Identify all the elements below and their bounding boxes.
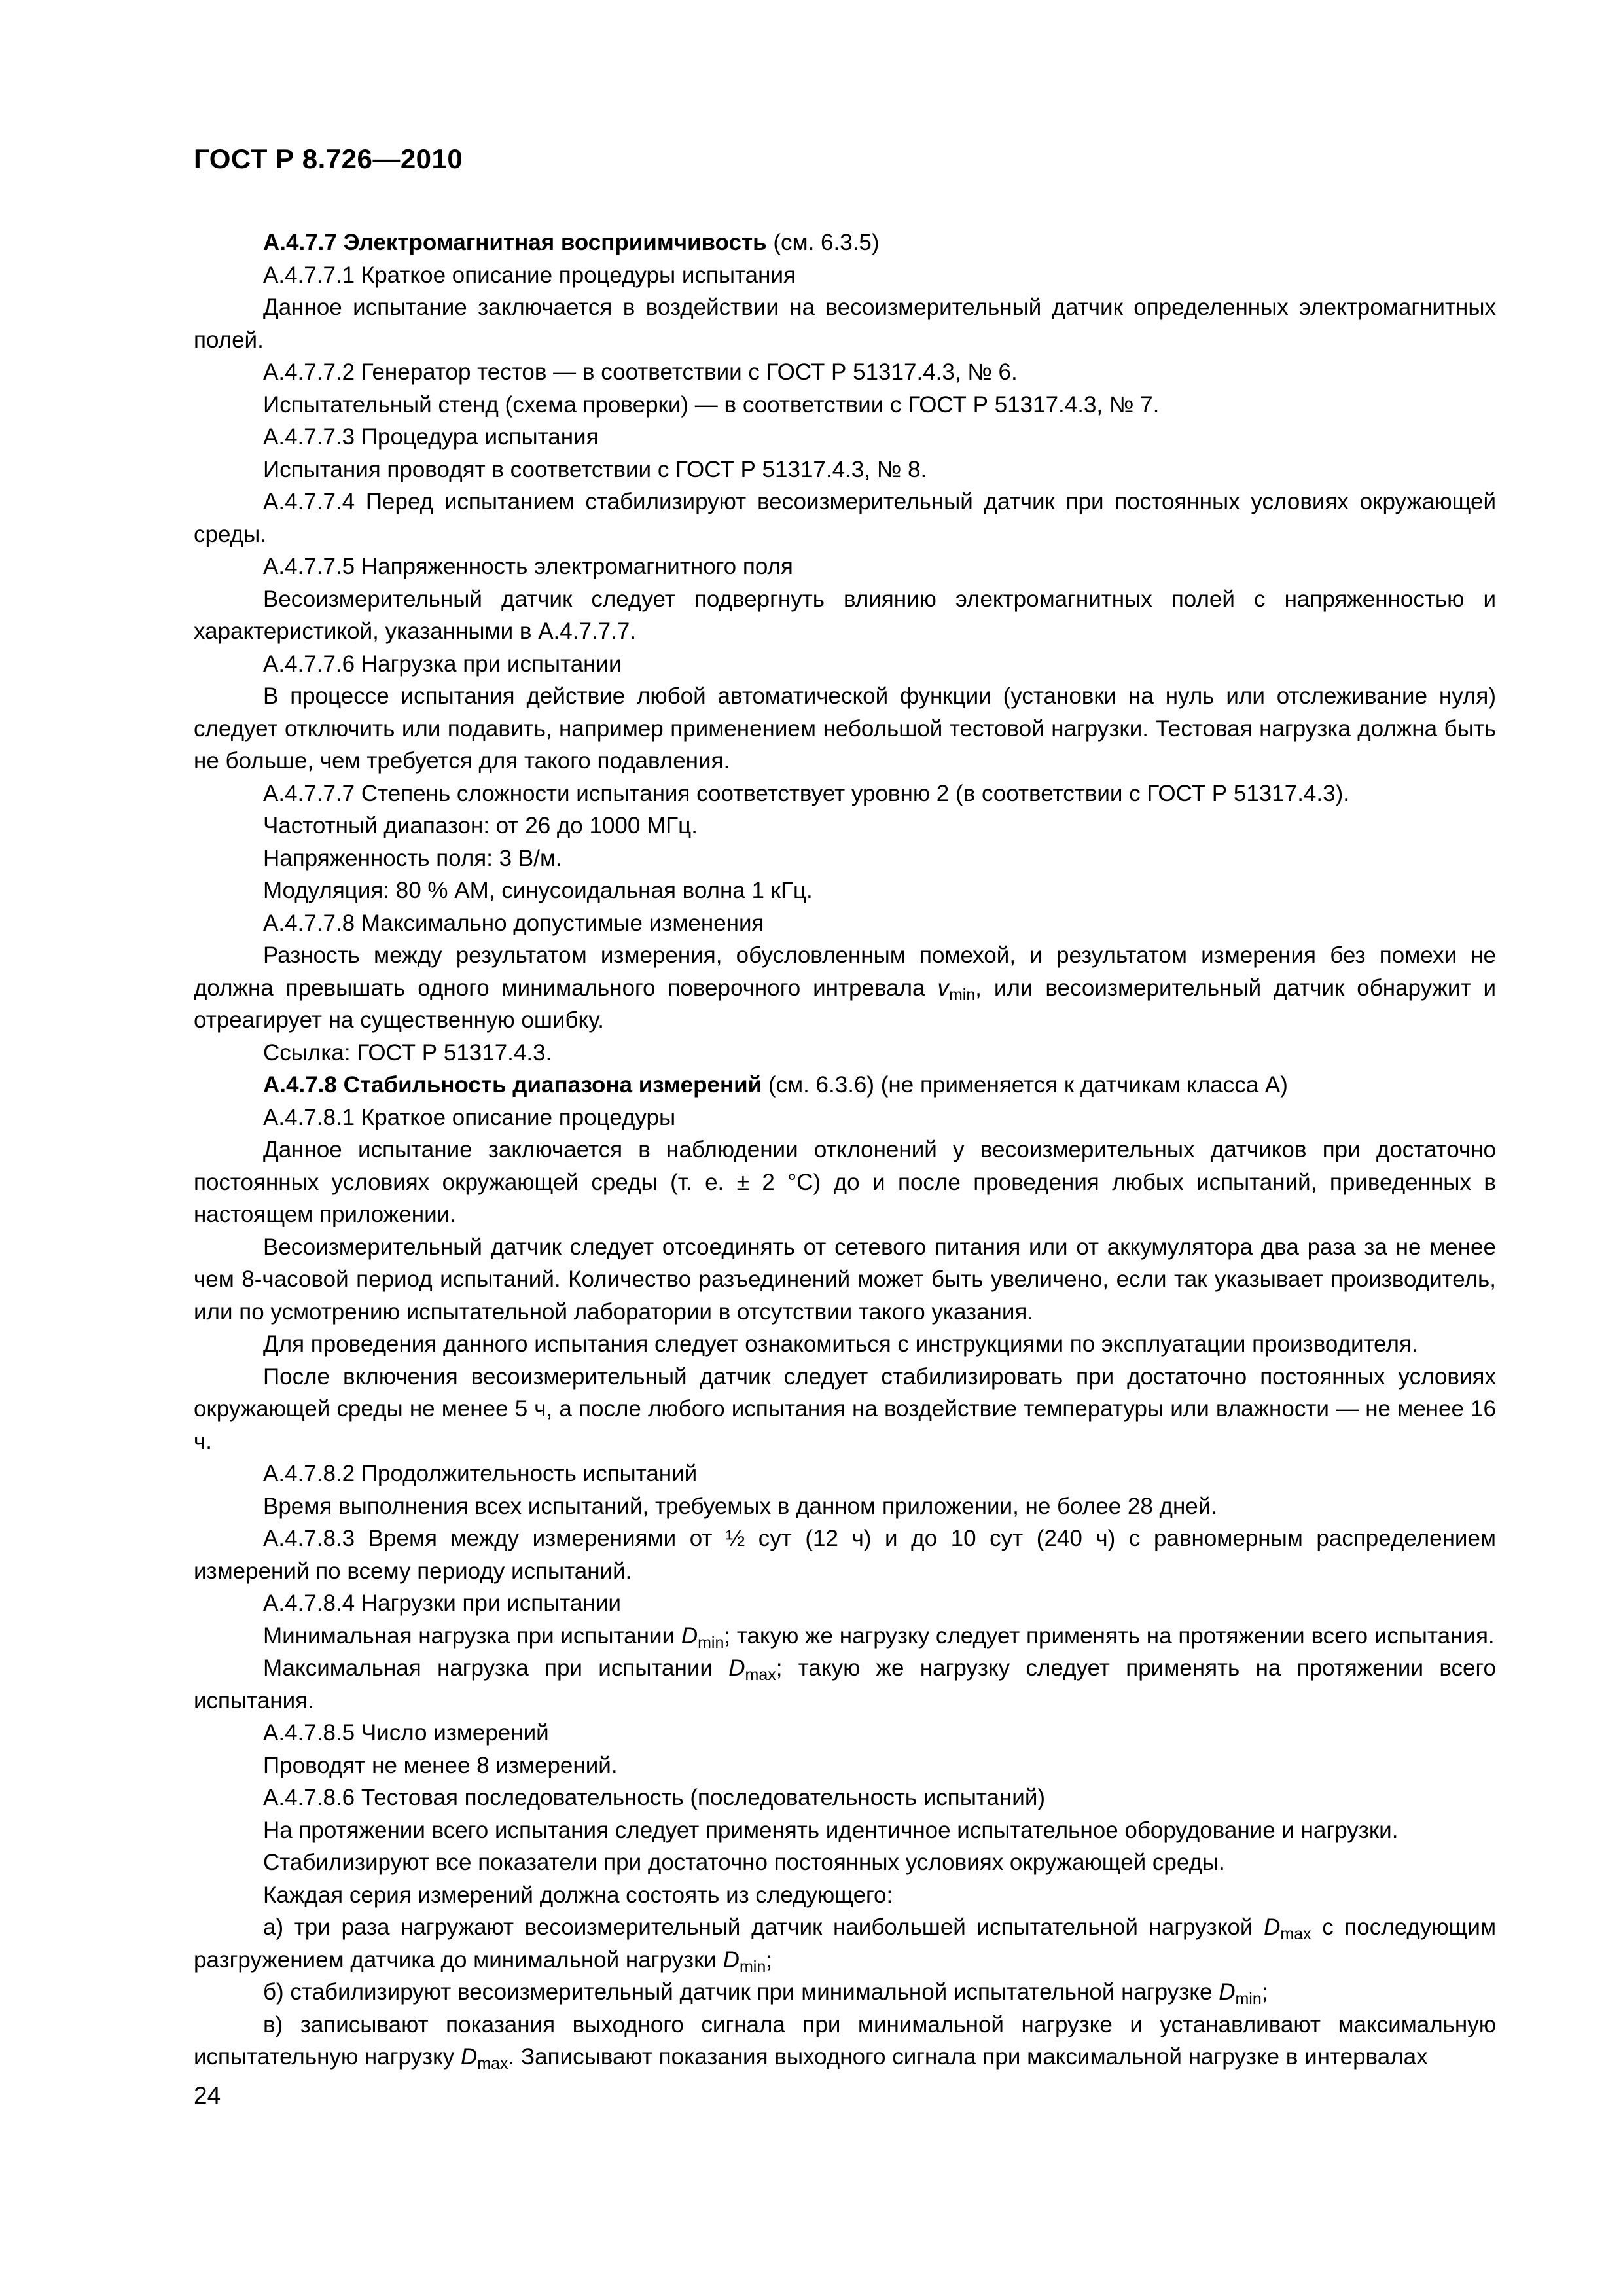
paragraph: А.4.7.8.3 Время между измерениями от ½ сут (12 ч) и до 10 сут (240 ч) с равномерным распределением измерений по всему периоду испытаний. — [194, 1526, 1496, 1584]
math-subscript: min — [1235, 1990, 1262, 2008]
paragraph — [194, 1620, 1496, 1653]
paragraph-text: б) стабилизируют весоизмерительный датчик при минимальной испытательной нагрузке — [263, 1979, 1219, 2005]
paragraph: А.4.7.7.5 Напряженность электромагнитного поля — [263, 554, 793, 579]
math-subscript: min — [739, 1957, 766, 1976]
section-title: Электромагнитная восприимчивость — [343, 230, 767, 255]
paragraph: Для проведения данного испытания следует ознакомиться с инструкциями по эксплуатации производителя. — [263, 1331, 1418, 1357]
math-subscript: min — [698, 1633, 724, 1652]
math-symbol: D — [461, 2044, 478, 2070]
paragraph: Модуляция: 80 % АМ, синусоидальная волна 1 кГц. — [263, 878, 813, 903]
paragraph-text: ; — [1261, 1979, 1268, 2005]
math-symbol: D — [681, 1623, 698, 1649]
math-symbol: D — [722, 1946, 740, 1973]
paragraph-text: ; такую же нагрузку следует применять на протяжении всего испытания. — [194, 1655, 1496, 1713]
math-subscript: max — [477, 2054, 508, 2073]
paragraph-text: а) три раза нагружают весоизмерительный датчик наибольшей испытательной нагрузкой — [263, 1914, 1264, 1940]
paragraph — [194, 1652, 1496, 1717]
page-number: 24 — [194, 2082, 221, 2109]
paragraph: А.4.7.7.7 Степень сложности испытания соответствует уровню 2 (в соответствии с ГОСТ Р 51317.4.3). — [263, 780, 1349, 806]
paragraph: Данное испытание заключается в воздействии на весоизмерительный датчик определенных электромагнитных полей. — [194, 295, 1496, 353]
paragraph: Испытательный стенд (схема проверки) — в соответствии с ГОСТ Р 51317.4.3, № 7. — [263, 391, 1160, 418]
paragraph: Весоизмерительный датчик следует подвергнуть влиянию электромагнитных полей с напряженностью и характеристикой, указанными в А.4.7.7.7. — [194, 586, 1496, 644]
paragraph — [194, 2009, 1496, 2073]
paragraph: Частотный диапазон: от 26 до 1000 МГц. — [263, 813, 698, 838]
paragraph: А.4.7.7.8 Максимально допустимые изменения — [263, 910, 764, 936]
paragraph: А.4.7.7.6 Нагрузка при испытании — [263, 651, 622, 677]
document-header: ГОСТ Р 8.726—2010 — [194, 143, 463, 174]
math-subscript: min — [948, 985, 976, 1004]
paragraph: А.4.7.7.1 Краткое описание процедуры испытания — [263, 262, 796, 288]
paragraph: Весоизмерительный датчик следует отсоединять от сетевого питания или от аккумулятора два раза за не менее чем 8-часовой период испытаний. Количество разъединений может быть увеличено, если так указывает производитель, или по усмотрению испытательной лаборатории в отсутствии такого указания. — [194, 1234, 1496, 1325]
section-title: Стабильность диапазона измерений — [343, 1072, 762, 1098]
math-symbol: D — [728, 1655, 745, 1681]
paragraph-text: Минимальная нагрузка при испытании — [263, 1623, 681, 1649]
section-heading — [194, 226, 1496, 259]
paragraph: А.4.7.7.4 Перед испытанием стабилизируют весоизмерительный датчик при постоянных условиях окружающей среды. — [194, 489, 1496, 547]
paragraph: Напряженность поля: 3 В/м. — [263, 845, 562, 871]
math-symbol: v — [937, 975, 949, 1001]
paragraph: А.4.7.8.5 Число измерений — [263, 1720, 549, 1746]
paragraph: Ссылка: ГОСТ Р 51317.4.3. — [263, 1039, 552, 1066]
section-heading — [194, 1069, 1496, 1102]
paragraph-text: ; такую же нагрузку следует применять на протяжении всего испытания. — [724, 1623, 1495, 1649]
paragraph-text: , или весоизмерительный датчик обнаружит и отреагирует на существенную ошибку. — [194, 975, 1496, 1033]
paragraph: На протяжении всего испытания следует применять идентичное испытательное оборудование и нагрузки. — [263, 1817, 1399, 1843]
math-subscript: max — [745, 1666, 776, 1684]
paragraph: Время выполнения всех испытаний, требуемых в данном приложении, не более 28 дней. — [263, 1493, 1218, 1519]
paragraph: А.4.7.8.1 Краткое описание процедуры — [263, 1104, 676, 1130]
paragraph: А.4.7.8.6 Тестовая последовательность (последовательность испытаний) — [263, 1785, 1046, 1810]
paragraph: А.4.7.7.3 Процедура испытания — [263, 424, 599, 450]
paragraph: В процессе испытания действие любой автоматической функции (установки на нуль или отслеживание нуля) следует отключить или подавить, например применением небольшой тестовой нагрузки. Тестовая нагрузка должна быть не больше, чем требуется для такого подавления. — [194, 683, 1496, 774]
paragraph: Стабилизируют все показатели при достаточно постоянных условиях окружающей среды. — [263, 1850, 1225, 1875]
paragraph-text: . Записывают показания выходного сигнала при максимальной нагрузке в интервалах — [508, 2044, 1428, 2070]
math-symbol: D — [1219, 1979, 1236, 2005]
paragraph: Каждая серия измерений должна состоять из следующего: — [263, 1882, 893, 1908]
section-reference: (см. 6.3.5) — [766, 230, 880, 255]
section-number: А.4.7.7 — [263, 230, 337, 255]
paragraph: Испытания проводят в соответствии с ГОСТ Р 51317.4.3, № 8. — [263, 456, 927, 482]
section-reference: (см. 6.3.6) (не применяется к датчикам класса А) — [762, 1072, 1288, 1098]
paragraph: Данное испытание заключается в наблюдении отклонений у весоизмерительных датчиков при достаточно постоянных условиях окружающей среды (т. е. ± 2 °С) до и после проведения любых испытаний, приведенных в настоящем приложении. — [194, 1137, 1496, 1227]
paragraph-text: с последующим разгружением датчика до минимальной нагрузки — [194, 1914, 1497, 1973]
paragraph: А.4.7.7.2 Генератор тестов — в соответствии с ГОСТ Р 51317.4.3, № 6. — [263, 359, 1018, 385]
paragraph: Проводят не менее 8 измерений. — [263, 1752, 618, 1778]
section-number: А.4.7.8 — [263, 1072, 337, 1098]
paragraph — [194, 1976, 1496, 2009]
math-subscript: max — [1280, 1925, 1311, 1943]
paragraph — [194, 1911, 1496, 1976]
paragraph-text: Максимальная нагрузка при испытании — [263, 1655, 729, 1681]
paragraph-text: Разность между результатом измерения, обусловленным помехой, и результатом измерения без помехи не должна превышать одного минимального поверочного интревала — [194, 942, 1496, 1001]
document-body — [194, 226, 1496, 2073]
paragraph — [194, 939, 1496, 1037]
math-symbol: D — [1264, 1914, 1281, 1940]
paragraph: А.4.7.8.4 Нагрузки при испытании — [263, 1590, 621, 1616]
paragraph: После включения весоизмерительный датчик следует стабилизировать при достаточно постоянных условиях окружающей среды не менее 5 ч, а после любого испытания на воздействие температуры или влажности — не менее 16 ч. — [194, 1363, 1496, 1454]
paragraph-text: ; — [766, 1946, 772, 1973]
paragraph: А.4.7.8.2 Продолжительность испытаний — [263, 1461, 698, 1486]
paragraph-text: в) записывают показания выходного сигнала при минимальной нагрузке и устанавливают максимальную испытательную нагрузку — [194, 2011, 1496, 2070]
